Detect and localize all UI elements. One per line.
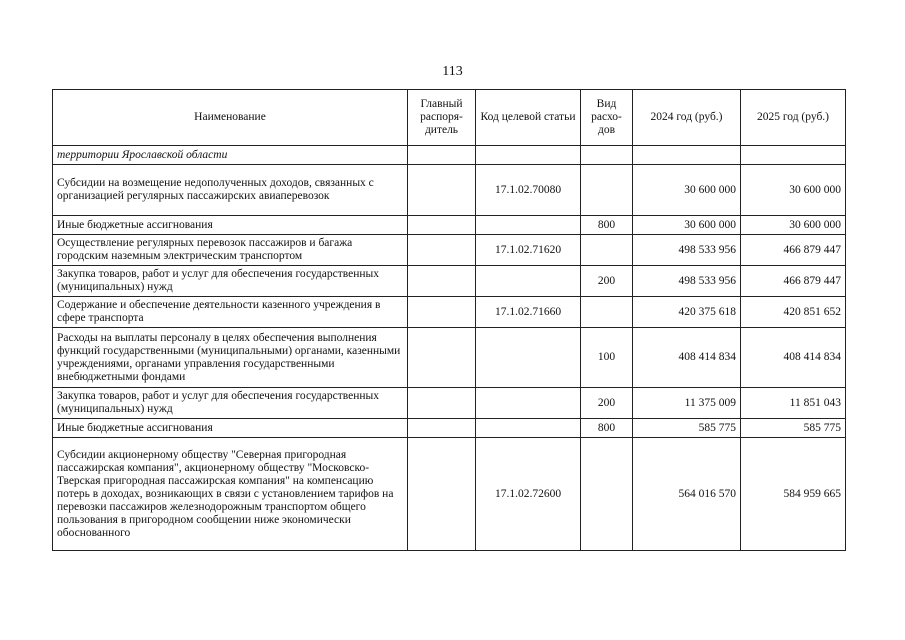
- row-amount-2024: 30 600 000: [633, 165, 741, 216]
- row-type: 100: [581, 328, 633, 388]
- row-amount-2025: [741, 146, 846, 165]
- table-row: [53, 235, 846, 266]
- row-amount-2025: 408 414 834: [741, 328, 846, 388]
- table-row: [53, 266, 846, 297]
- row-manager: [408, 297, 476, 328]
- table-header-row: [53, 90, 846, 146]
- table-row: [53, 419, 846, 438]
- column-header-code: Код целевой статьи: [476, 90, 581, 146]
- row-code: [476, 266, 581, 297]
- row-name: Иные бюджетные ассигнования: [53, 419, 408, 438]
- row-type: 200: [581, 266, 633, 297]
- row-code: [476, 419, 581, 438]
- row-amount-2024: 30 600 000: [633, 216, 741, 235]
- row-type: [581, 165, 633, 216]
- row-name: Субсидии на возмещение недополученных доходов, связанных с организацией регулярных пассажирских авиаперевозок: [53, 165, 408, 216]
- row-type: [581, 235, 633, 266]
- row-name: Расходы на выплаты персоналу в целях обеспечения выполнения функций государственными (муниципальными) органами, казенными учреждениями, органами управления государственными внебюджетными фондами: [53, 328, 408, 388]
- row-amount-2024: 408 414 834: [633, 328, 741, 388]
- row-code: 17.1.02.70080: [476, 165, 581, 216]
- row-amount-2024: 564 016 570: [633, 438, 741, 551]
- row-amount-2024: 498 533 956: [633, 235, 741, 266]
- row-name: Содержание и обеспечение деятельности казенного учреждения в сфере транспорта: [53, 297, 408, 328]
- table-row: [53, 438, 846, 551]
- table-row: [53, 297, 846, 328]
- row-type: [581, 146, 633, 165]
- row-code: [476, 216, 581, 235]
- column-header-type: Вид расхо-дов: [581, 90, 633, 146]
- table-row: [53, 328, 846, 388]
- row-type: 200: [581, 388, 633, 419]
- row-type: 800: [581, 216, 633, 235]
- page-number: 113: [442, 64, 463, 79]
- row-type: [581, 297, 633, 328]
- budget-table: [52, 89, 846, 551]
- row-manager: [408, 235, 476, 266]
- row-amount-2025: 11 851 043: [741, 388, 846, 419]
- row-name: Осуществление регулярных перевозок пассажиров и багажа городским наземным электрическим транспортом: [53, 235, 408, 266]
- row-code: 17.1.02.72600: [476, 438, 581, 551]
- row-code: [476, 328, 581, 388]
- row-manager: [408, 165, 476, 216]
- row-amount-2024: 420 375 618: [633, 297, 741, 328]
- row-name: Закупка товаров, работ и услуг для обеспечения государственных (муниципальных) нужд: [53, 388, 408, 419]
- row-amount-2025: 466 879 447: [741, 266, 846, 297]
- row-manager: [408, 216, 476, 235]
- row-name: Субсидии акционерному обществу "Северная пригородная пассажирская компания", акционерному обществу "Московско-Тверская пригородная пассажирская компания" на компенсацию потерь в доходах, возникающих в связи с установлением тарифов на перевозки пассажиров железнодорожным транспортом общего пользования в пригородном сообщении ниже экономически обоснованного: [53, 438, 408, 551]
- row-code: [476, 146, 581, 165]
- row-type: 800: [581, 419, 633, 438]
- row-amount-2024: [633, 146, 741, 165]
- table-row: [53, 388, 846, 419]
- row-amount-2025: 466 879 447: [741, 235, 846, 266]
- row-manager: [408, 438, 476, 551]
- row-name: территории Ярославской области: [53, 146, 408, 165]
- column-header-2025: 2025 год (руб.): [741, 90, 846, 146]
- row-manager: [408, 328, 476, 388]
- column-header-2024: 2024 год (руб.): [633, 90, 741, 146]
- row-manager: [408, 266, 476, 297]
- row-type: [581, 438, 633, 551]
- row-amount-2025: 30 600 000: [741, 216, 846, 235]
- row-manager: [408, 146, 476, 165]
- table-row: [53, 165, 846, 216]
- row-manager: [408, 419, 476, 438]
- row-name: Иные бюджетные ассигнования: [53, 216, 408, 235]
- row-amount-2025: 584 959 665: [741, 438, 846, 551]
- row-amount-2024: 498 533 956: [633, 266, 741, 297]
- row-code: [476, 388, 581, 419]
- row-name: Закупка товаров, работ и услуг для обеспечения государственных (муниципальных) нужд: [53, 266, 408, 297]
- row-code: 17.1.02.71620: [476, 235, 581, 266]
- column-header-manager: Главный распоря-дитель: [408, 90, 476, 146]
- table-row: [53, 146, 846, 165]
- table-row: [53, 216, 846, 235]
- row-amount-2024: 11 375 009: [633, 388, 741, 419]
- row-amount-2025: 30 600 000: [741, 165, 846, 216]
- row-amount-2025: 420 851 652: [741, 297, 846, 328]
- column-header-name: Наименование: [53, 90, 408, 146]
- row-manager: [408, 388, 476, 419]
- row-code: 17.1.02.71660: [476, 297, 581, 328]
- row-amount-2025: 585 775: [741, 419, 846, 438]
- row-amount-2024: 585 775: [633, 419, 741, 438]
